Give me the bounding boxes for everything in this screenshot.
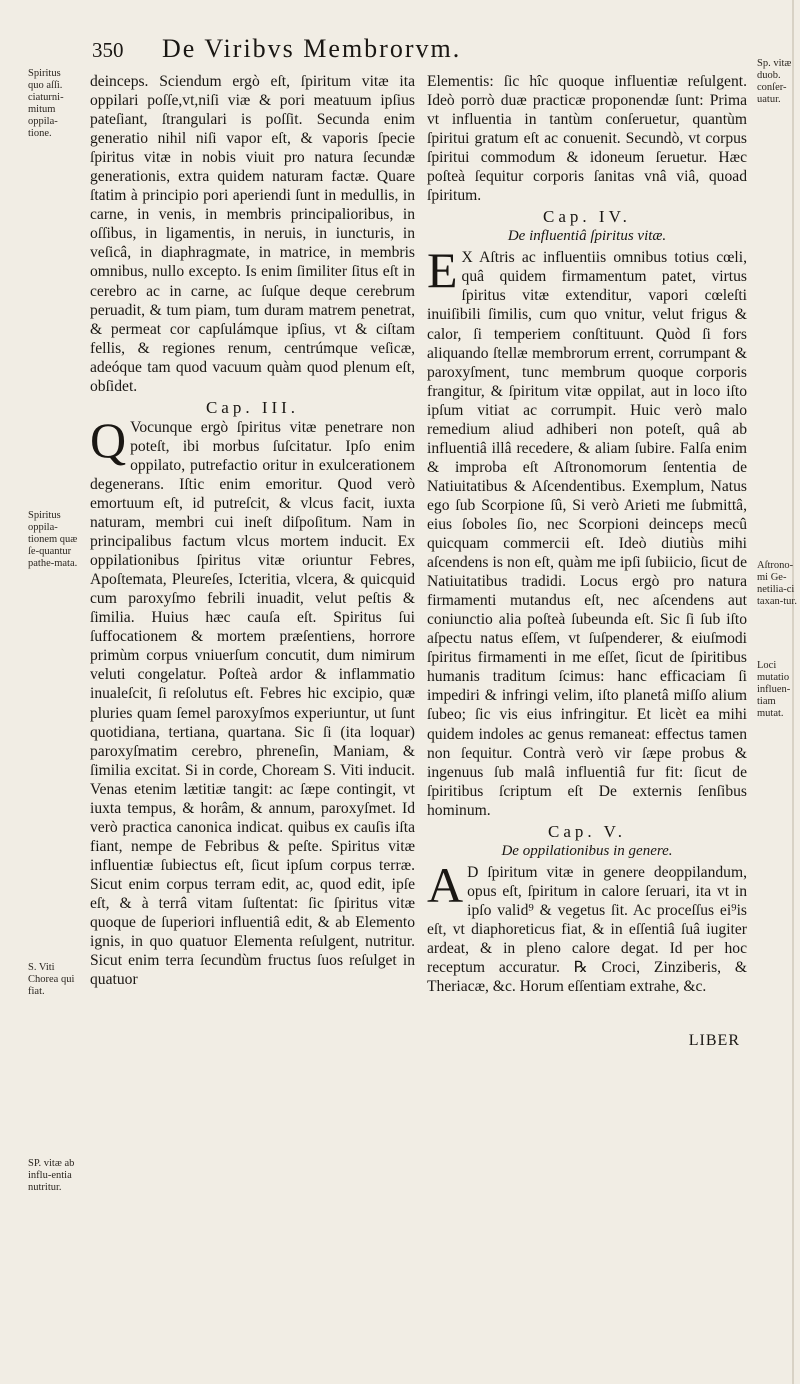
- margin-note-right-1: Sp. vitæ duob. conſer-uatur.: [757, 58, 792, 105]
- chapter-5-heading: Cap. V.: [548, 821, 626, 841]
- running-head-title: De Viribvs Membrorvm.: [162, 34, 462, 63]
- margin-note-right-3: Loci mutatio influen-tiam mutat.: [757, 660, 791, 719]
- running-head: [92, 34, 752, 68]
- chapter-4-title: De influentiâ ſpiritus vitæ.: [507, 228, 667, 245]
- chapter-5-title: De oppilationibus in genere.: [501, 842, 673, 859]
- margin-note-left-3: S. Viti Chorea qui fiat.: [28, 962, 75, 997]
- left-column: [90, 72, 415, 989]
- left-paragraph-1: deinceps. Sciendum ergò eſt, ſpiritum vitæ ita oppilari poſſe,vt,niſi viæ & pori meatuum ipſius pateſiant, ſtrangulari is poſſit. Secunda enim generatio nihil niſi vapor eſt, & vaporis ſpecie ſpiritus vitæ in nobis viuit pro natura ſecundæ generationis, extra quidem naturam factæ. Quare ſtatim à principio pori aperiendi ſunt in medullis, in carne, in venis, in membris principalioribus, in oſſibus, in ligamentis, in neruis, in iuncturis, in veſicâ, in diaphragmate, in matrice, in membris omnibus, nullo excepto. Is enim ſimiliter ſitus eſt in cerebro ac in carne, ac ſuſque deque cerebrum peruadit, & tum piam, tum duram matrem penetrat, & permeat cor capſulámque ipſius, vt & ciſtam fellis, & regiones renum, centrúmque veſicæ, adeóque tam quod vacuum quàm quod plenum eſt, obſidet.: [90, 73, 415, 395]
- right-paragraph-1: Elementis: ſic hîc quoque influentiæ reſulgent. Ideò porrò duæ practicæ proponendæ ſunt: Prima vt influentia in tantùm conſeruetur, quantùm ſpiritui gratum eſt ac conuenit. Secundò, vt corpus ſpiritui commodum & idoneum ſeruetur. Hæc poſteà ſequitur corporis ſanitas vnâ viâ, quoad ſpiritum.: [427, 73, 747, 205]
- chapter-4-dropcap: E: [427, 242, 458, 299]
- chapter-5-dropcap: A: [427, 856, 464, 913]
- chapter-4-body: [427, 242, 747, 819]
- chapter-3-heading: Cap. III.: [205, 397, 300, 417]
- folio: 350: [92, 38, 124, 62]
- margin-note-left-2: Spiritus oppila-tionem quæ ſe-quantur pathe-mata.: [28, 510, 78, 569]
- margin-note-left-1: Spiritus quo aſſi. ciaturni-mitum oppila-tione.: [28, 68, 64, 139]
- chapter-5-text: D ſpiritum vitæ in genere deoppilandum, opus eſt, ſpiritum in calore ſeruari, ita vt in ipſo valid⁹ & vegetus ſit. Ac proceſſus ei⁹is eſt, vt diaphoreticus fiat, & in eſſentiâ ſuâ iugiter ardeat, & in pleno calore degat. Id per hoc receptum accuratur. ℞ Croci, Zinziberis, & Theriacæ, &c. Horum eſſentiam extrahe, &c.: [427, 863, 747, 996]
- chapter-3-dropcap: Q: [90, 411, 127, 468]
- chapter-3-text: Vocunque ergò ſpiritus vitæ penetrare non poteſt, ibi morbus ſuſcitatur. Ipſo enim oppilato, putrefactio oritur in exulcerationem degenerans. Iſtic enim emoritur. Quod verò emortuum eſt, id putreſcit, & vlcus facit, iuxta naturam, membri cui ineſt diſpoſitum. Nam in principalibus factum vlcus mortem inducit. Ex oppilationibus ſpiritus vitæ oriuntur Febres, Apoſtemata, Pleureſes, Icteritia, vlcera, & quicquid cum paroxyſmo febrili inuadit, velut peſtis & ſimilia. Huius hæc cauſa eſt. Spiritus ſui ſuffocationem & mortem præſentiens, horrore primùm corpus vniuerſum concutit, dum nimirum veluti congelatur. Poſteà ardor & inflammatio inualeſcit, ſi reſolutus eſt. Febres hic excipio, quæ pluries quam ſemel paroxyſmos experiuntur, ut ſunt quotidiana, tertiana, quartana. Sic ſi (ita loquar) paroxyſmatim cerebro, phreneſin, Maniam, & ſimilia excitat. Si in corde, Choream S. Viti inducit. Venas etenim lætitiæ tangit: ac ſæpe contingit, vt iuxta tempus, & horâm, & annum, paroxyſmet. Id verò practica canonica indicat. quibus ex cauſis iſta fiant, nempe de Febribus & peſte. Spiritus vitæ influentiæ ſubiectus eſt, ſicut ipſum corpus terræ. Sicut enim corpus terram edit, ac, quod edit, ipſe eſt, & à terrâ vitam ſuſtentat: ſic ſpiritus vitæ quoque de ſuperiori influentiâ edit, & ab Elemento ignis, in quo quatuor Elementa reſulgent, nutritur. Sicut enim terra ſecundùm fructus ſuos reſulget in quatuor: [90, 418, 415, 989]
- margin-note-left-4: SP. vitæ ab influ-entia nutritur.: [28, 1158, 75, 1193]
- catchword: LIBER: [688, 1032, 740, 1049]
- right-column: [427, 72, 747, 996]
- chapter-3-body: [90, 411, 415, 989]
- chapter-4-heading: Cap. IV.: [543, 207, 631, 227]
- chapter-5-body: [427, 856, 747, 996]
- chapter-4-text: X Aſtris ac influentiis omnibus totius cœli, quâ quidem firmamentum patet, virtus ſpiritus vitæ extenditur, vapori cœleſti inuiſibili ſimilis, cum quo vnitur, velut frigus & calor, ſi temperiem conſtituunt. Quòd ſi fors aliquando ſtellæ membrorum errent, corrumpant & paroxyſment, tunc membrum quoque corporis frangitur, & ſpiritum vitæ oppilat, aut in loco iſto ipſum vitiat ac corrumpit. Huic verò malo remedium aliud adhiberi non poteſt, quâ ab influentiâ illâ recedere, & aliam ſubire. Falſa enim & improba eſt Aſtronomorum ſententia de Natiuitatibus & Aſcendentibus. Exemplum, Natus ego ſub Scorpione ſû, Si verò Arieti me ſubmittâ, eius ſoboles ſio, nec Scorpioni deinceps mecû quicquam commercii eſt. Ideò diutiùs mihi aſcendens is non eſt, quàm me ipſi ſubiicio, ſicut de Natiuitatibus tradidi. Locus ergò pro natura firmamenti mutandus eſt, nec aſcendens aut coniunctio alia poſteà ſubeunda eſt. Sic ſi ſub iſto aſpectu natus eſſem, vt ſuſpenderer, & eiuſmodi ſpiritus firmamenti in me eſſet, ſicut de ſpiritibus humanis traditum ſcimus: hanc efficaciam ſi impediri & infringi velim, iſto planetâ miſſo alium ſubeo; ſic vis eius infringitur. Et licèt ea mihi quidem indoles ac genus remaneat: effectus tamen non ſequitur. Contrà verò vir ſæpe probus & ingenuus ſub malâ influentiâ fur fit: ſicut de ſpiritibus ſcriptum eſt De externis ſenſibus hominum.: [427, 249, 747, 819]
- margin-note-right-2: Aſtrono-mi Ge-netilia-ci taxan-tur.: [757, 560, 797, 607]
